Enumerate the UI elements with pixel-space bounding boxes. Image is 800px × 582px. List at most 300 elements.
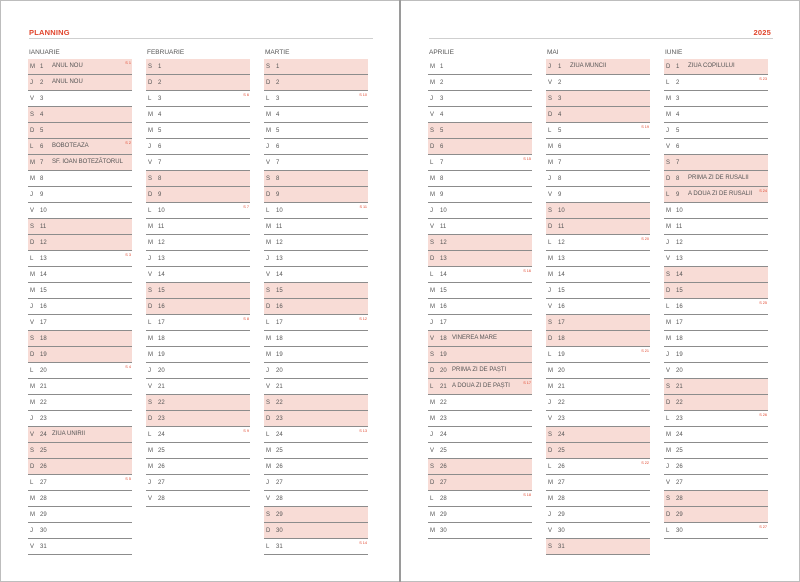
day-row[interactable]	[428, 155, 532, 171]
day-row[interactable]	[146, 443, 250, 459]
day-row[interactable]	[28, 347, 132, 363]
day-row[interactable]	[264, 283, 368, 299]
day-row[interactable]	[664, 123, 768, 139]
day-row[interactable]	[146, 107, 250, 123]
day-number: 19	[40, 352, 47, 358]
weekday-letter: S	[266, 512, 271, 518]
day-number: 13	[158, 256, 165, 262]
weekday-letter: D	[266, 80, 271, 86]
day-row[interactable]	[664, 299, 768, 315]
day-row[interactable]	[664, 171, 768, 187]
weekday-letter: S	[548, 544, 553, 550]
day-row[interactable]	[28, 251, 132, 267]
day-row[interactable]	[546, 107, 650, 123]
weekday-letter: S	[666, 496, 671, 502]
day-row[interactable]	[28, 267, 132, 283]
day-row[interactable]	[264, 491, 368, 507]
planning-title: PLANNING	[29, 28, 70, 37]
weekday-letter: S	[148, 64, 153, 70]
day-number: 20	[158, 368, 165, 374]
day-row[interactable]	[264, 171, 368, 187]
day-number: 21	[276, 384, 283, 390]
weekday-letter: J	[430, 320, 433, 326]
weekday-letter: L	[266, 96, 270, 102]
day-row[interactable]	[428, 203, 532, 219]
day-row[interactable]	[546, 171, 650, 187]
weekday-letter: M	[430, 416, 435, 422]
day-row[interactable]	[264, 139, 368, 155]
day-row[interactable]	[264, 59, 368, 75]
day-row[interactable]	[546, 475, 650, 491]
weekday-letter: M	[430, 304, 435, 310]
day-row[interactable]	[264, 395, 368, 411]
weekday-letter: M	[30, 512, 35, 518]
day-row[interactable]	[546, 459, 650, 475]
day-number: 20	[40, 368, 47, 374]
day-number: 8	[558, 176, 562, 182]
day-row[interactable]	[428, 459, 532, 475]
day-row[interactable]	[264, 315, 368, 331]
day-row[interactable]	[28, 107, 132, 123]
weekday-letter: M	[148, 112, 153, 118]
day-row[interactable]	[546, 123, 650, 139]
weekday-letter: M	[266, 352, 271, 358]
day-row[interactable]	[546, 91, 650, 107]
day-row[interactable]	[146, 283, 250, 299]
day-row[interactable]	[28, 75, 132, 91]
weekday-letter: S	[666, 272, 671, 278]
day-row[interactable]	[264, 123, 368, 139]
day-number: 8	[676, 176, 680, 182]
weekday-letter: D	[430, 480, 435, 486]
weekday-letter: M	[666, 224, 671, 230]
day-row[interactable]	[146, 427, 250, 443]
weekday-letter: S	[30, 112, 35, 118]
day-row[interactable]	[28, 235, 132, 251]
day-row[interactable]	[664, 235, 768, 251]
day-row[interactable]	[146, 171, 250, 187]
month-name: MAI	[547, 49, 559, 56]
day-row[interactable]	[428, 283, 532, 299]
day-row[interactable]	[264, 475, 368, 491]
weekday-letter: V	[430, 448, 435, 454]
day-row[interactable]	[664, 187, 768, 203]
day-row[interactable]	[28, 427, 132, 443]
day-number: 21	[158, 384, 165, 390]
weekday-letter: M	[148, 224, 153, 230]
day-row[interactable]	[546, 203, 650, 219]
day-row[interactable]	[664, 395, 768, 411]
weekday-letter: D	[548, 224, 553, 230]
day-row[interactable]	[28, 475, 132, 491]
day-row[interactable]	[546, 411, 650, 427]
weekday-letter: J	[148, 144, 151, 150]
holiday-label: ZIUA UNIRII	[52, 431, 86, 437]
day-row[interactable]	[428, 363, 532, 379]
day-row[interactable]	[146, 91, 250, 107]
day-row[interactable]	[546, 75, 650, 91]
day-row[interactable]	[28, 299, 132, 315]
day-row[interactable]	[428, 267, 532, 283]
day-row[interactable]	[664, 331, 768, 347]
day-number: 31	[276, 544, 283, 550]
day-row[interactable]	[546, 443, 650, 459]
day-row[interactable]	[146, 187, 250, 203]
day-row[interactable]	[428, 507, 532, 523]
day-row[interactable]	[664, 491, 768, 507]
day-row[interactable]	[428, 75, 532, 91]
day-row[interactable]	[546, 315, 650, 331]
day-row[interactable]	[28, 139, 132, 155]
day-row[interactable]	[264, 267, 368, 283]
day-row[interactable]	[28, 379, 132, 395]
day-number: 10	[440, 208, 447, 214]
week-number: S 27	[759, 525, 767, 529]
day-row[interactable]	[664, 379, 768, 395]
weekday-letter: S	[30, 336, 35, 342]
day-row[interactable]	[264, 203, 368, 219]
day-row[interactable]	[664, 267, 768, 283]
day-row[interactable]	[28, 123, 132, 139]
day-number: 8	[158, 176, 162, 182]
day-number: 17	[40, 320, 47, 326]
day-row[interactable]	[146, 219, 250, 235]
day-row[interactable]	[28, 59, 132, 75]
weekday-letter: M	[430, 192, 435, 198]
weekday-letter: J	[266, 256, 269, 262]
weekday-letter: S	[30, 448, 35, 454]
day-row[interactable]	[146, 235, 250, 251]
day-row[interactable]	[546, 219, 650, 235]
day-number: 6	[440, 144, 444, 150]
day-row[interactable]	[264, 523, 368, 539]
day-number: 6	[676, 144, 680, 150]
weekday-letter: D	[266, 416, 271, 422]
weekday-letter: J	[666, 464, 669, 470]
day-row[interactable]	[28, 507, 132, 523]
day-number: 26	[158, 464, 165, 470]
day-row[interactable]	[146, 459, 250, 475]
day-row[interactable]	[546, 507, 650, 523]
day-number: 11	[276, 224, 283, 230]
day-row[interactable]	[264, 539, 368, 555]
week-number: S 9	[243, 429, 249, 433]
day-row[interactable]	[28, 459, 132, 475]
day-row[interactable]	[28, 219, 132, 235]
day-row[interactable]	[664, 411, 768, 427]
day-row[interactable]	[664, 219, 768, 235]
day-row[interactable]	[428, 171, 532, 187]
day-row[interactable]	[546, 155, 650, 171]
day-row[interactable]	[264, 107, 368, 123]
day-row[interactable]	[264, 411, 368, 427]
day-row[interactable]	[146, 491, 250, 507]
day-number: 27	[440, 480, 447, 486]
day-row[interactable]	[664, 507, 768, 523]
weekday-letter: M	[430, 400, 435, 406]
weekday-letter: M	[548, 160, 553, 166]
day-row[interactable]	[664, 427, 768, 443]
day-number: 5	[558, 128, 562, 134]
day-row[interactable]	[146, 331, 250, 347]
day-row[interactable]	[146, 251, 250, 267]
day-row[interactable]	[28, 411, 132, 427]
day-row[interactable]	[146, 203, 250, 219]
week-number: S 22	[641, 461, 649, 465]
day-row[interactable]	[546, 299, 650, 315]
day-row[interactable]	[428, 395, 532, 411]
weekday-letter: S	[266, 288, 271, 294]
holiday-label: A DOUA ZI DE RUSALII	[688, 191, 753, 197]
day-number: 6	[558, 144, 562, 150]
weekday-letter: M	[548, 144, 553, 150]
day-row[interactable]	[664, 283, 768, 299]
day-row[interactable]	[428, 331, 532, 347]
day-row[interactable]	[28, 203, 132, 219]
day-row[interactable]	[28, 395, 132, 411]
day-row[interactable]	[546, 523, 650, 539]
weekday-letter: D	[148, 416, 153, 422]
day-row[interactable]	[664, 523, 768, 539]
day-row[interactable]	[664, 475, 768, 491]
day-row[interactable]	[264, 91, 368, 107]
day-row[interactable]	[28, 171, 132, 187]
day-row[interactable]	[546, 139, 650, 155]
day-number: 1	[40, 64, 44, 70]
weekday-letter: L	[548, 128, 552, 134]
week-number: S 8	[243, 317, 249, 321]
day-row[interactable]	[146, 395, 250, 411]
day-row[interactable]	[546, 491, 650, 507]
day-row[interactable]	[264, 235, 368, 251]
day-row[interactable]	[546, 59, 650, 75]
day-row[interactable]	[428, 251, 532, 267]
day-row[interactable]	[264, 347, 368, 363]
day-number: 22	[40, 400, 47, 406]
day-row[interactable]	[664, 459, 768, 475]
day-row[interactable]	[28, 331, 132, 347]
day-row[interactable]	[546, 283, 650, 299]
day-row[interactable]	[146, 379, 250, 395]
day-row[interactable]	[146, 299, 250, 315]
day-number: 9	[676, 192, 680, 198]
day-row[interactable]	[664, 59, 768, 75]
weekday-letter: J	[430, 208, 433, 214]
day-number: 23	[158, 416, 165, 422]
day-number: 13	[40, 256, 47, 262]
day-row[interactable]	[264, 459, 368, 475]
weekday-letter: D	[266, 528, 271, 534]
day-row[interactable]	[428, 491, 532, 507]
day-row[interactable]	[428, 475, 532, 491]
day-row[interactable]	[146, 475, 250, 491]
day-number: 2	[440, 80, 444, 86]
day-number: 3	[276, 96, 280, 102]
day-row[interactable]	[146, 123, 250, 139]
day-row[interactable]	[546, 187, 650, 203]
day-row[interactable]	[664, 315, 768, 331]
day-row[interactable]	[28, 283, 132, 299]
day-row[interactable]	[428, 139, 532, 155]
weekday-letter: J	[666, 352, 669, 358]
weekday-letter: M	[266, 224, 271, 230]
day-row[interactable]	[146, 267, 250, 283]
day-row[interactable]	[264, 363, 368, 379]
week-number: S 14	[359, 541, 367, 545]
day-row[interactable]	[264, 443, 368, 459]
day-row[interactable]	[428, 299, 532, 315]
day-number: 14	[440, 272, 447, 278]
day-row[interactable]	[264, 75, 368, 91]
weekday-letter: S	[430, 464, 435, 470]
day-row[interactable]	[546, 379, 650, 395]
day-row[interactable]	[664, 75, 768, 91]
day-row[interactable]	[664, 91, 768, 107]
day-row[interactable]	[546, 347, 650, 363]
day-row[interactable]	[264, 379, 368, 395]
day-number: 11	[676, 224, 683, 230]
day-row[interactable]	[28, 315, 132, 331]
day-row[interactable]	[428, 107, 532, 123]
weekday-letter: D	[666, 400, 671, 406]
day-row[interactable]	[28, 491, 132, 507]
weekday-letter: M	[666, 208, 671, 214]
day-row[interactable]	[428, 523, 532, 539]
day-row[interactable]	[664, 155, 768, 171]
day-row[interactable]	[428, 187, 532, 203]
day-row[interactable]	[546, 539, 650, 555]
day-number: 18	[676, 336, 683, 342]
day-row[interactable]	[428, 123, 532, 139]
day-row[interactable]	[428, 443, 532, 459]
day-number: 9	[158, 192, 162, 198]
weekday-letter: M	[148, 336, 153, 342]
day-row[interactable]	[264, 299, 368, 315]
day-number: 30	[40, 528, 47, 534]
day-row[interactable]	[28, 187, 132, 203]
day-row[interactable]	[146, 363, 250, 379]
day-row[interactable]	[546, 267, 650, 283]
week-number: S 25	[759, 301, 767, 305]
day-number: 10	[158, 208, 165, 214]
day-row[interactable]	[428, 59, 532, 75]
day-row[interactable]	[264, 427, 368, 443]
day-row[interactable]	[664, 363, 768, 379]
day-number: 19	[676, 352, 683, 358]
weekday-letter: M	[266, 464, 271, 470]
day-row[interactable]	[28, 91, 132, 107]
day-row[interactable]	[264, 251, 368, 267]
weekday-letter: D	[148, 304, 153, 310]
day-row[interactable]	[546, 251, 650, 267]
day-number: 23	[440, 416, 447, 422]
day-row[interactable]	[28, 363, 132, 379]
day-number: 2	[558, 80, 562, 86]
weekday-letter: M	[30, 288, 35, 294]
day-row[interactable]	[428, 411, 532, 427]
weekday-letter: J	[666, 240, 669, 246]
week-number: S 20	[641, 237, 649, 241]
weekday-letter: M	[266, 112, 271, 118]
day-row[interactable]	[664, 107, 768, 123]
day-number: 24	[558, 432, 565, 438]
weekday-letter: L	[666, 416, 670, 422]
day-number: 23	[40, 416, 47, 422]
week-number: S 26	[759, 413, 767, 417]
day-row[interactable]	[546, 235, 650, 251]
weekday-letter: L	[430, 160, 434, 166]
day-number: 9	[558, 192, 562, 198]
day-number: 24	[676, 432, 683, 438]
day-row[interactable]	[546, 395, 650, 411]
day-row[interactable]	[28, 523, 132, 539]
day-number: 27	[158, 480, 165, 486]
day-number: 24	[276, 432, 283, 438]
day-row[interactable]	[146, 139, 250, 155]
day-row[interactable]	[664, 347, 768, 363]
day-number: 22	[276, 400, 283, 406]
weekday-letter: M	[148, 464, 153, 470]
day-number: 31	[558, 544, 565, 550]
day-row[interactable]	[428, 219, 532, 235]
day-number: 24	[40, 432, 47, 438]
day-row[interactable]	[146, 315, 250, 331]
weekday-letter: S	[548, 320, 553, 326]
day-row[interactable]	[264, 155, 368, 171]
day-row[interactable]	[146, 155, 250, 171]
weekday-letter: M	[266, 240, 271, 246]
day-row[interactable]	[28, 443, 132, 459]
day-row[interactable]	[664, 443, 768, 459]
day-row[interactable]	[428, 235, 532, 251]
day-row[interactable]	[428, 347, 532, 363]
day-row[interactable]	[28, 155, 132, 171]
day-row[interactable]	[146, 411, 250, 427]
day-row[interactable]	[146, 75, 250, 91]
weekday-letter: L	[30, 144, 34, 150]
day-row[interactable]	[664, 203, 768, 219]
day-row[interactable]	[428, 379, 532, 395]
day-row[interactable]	[428, 315, 532, 331]
day-row[interactable]	[28, 539, 132, 555]
day-row[interactable]	[546, 427, 650, 443]
day-row[interactable]	[264, 187, 368, 203]
day-row[interactable]	[664, 251, 768, 267]
day-number: 12	[158, 240, 165, 246]
day-row[interactable]	[664, 139, 768, 155]
weekday-letter: M	[430, 512, 435, 518]
day-row[interactable]	[546, 363, 650, 379]
weekday-letter: V	[30, 96, 35, 102]
day-row[interactable]	[146, 347, 250, 363]
weekday-letter: L	[666, 80, 670, 86]
day-number: 8	[40, 176, 44, 182]
day-row[interactable]	[146, 59, 250, 75]
day-row[interactable]	[428, 427, 532, 443]
weekday-letter: M	[430, 80, 435, 86]
day-row[interactable]	[264, 507, 368, 523]
day-row[interactable]	[428, 91, 532, 107]
week-number: S 7	[243, 205, 249, 209]
day-number: 12	[676, 240, 683, 246]
weekday-letter: D	[666, 64, 671, 70]
weekday-letter: V	[148, 272, 153, 278]
day-row[interactable]	[264, 219, 368, 235]
day-number: 13	[440, 256, 447, 262]
day-row[interactable]	[546, 331, 650, 347]
day-row[interactable]	[264, 331, 368, 347]
day-number: 22	[676, 400, 683, 406]
